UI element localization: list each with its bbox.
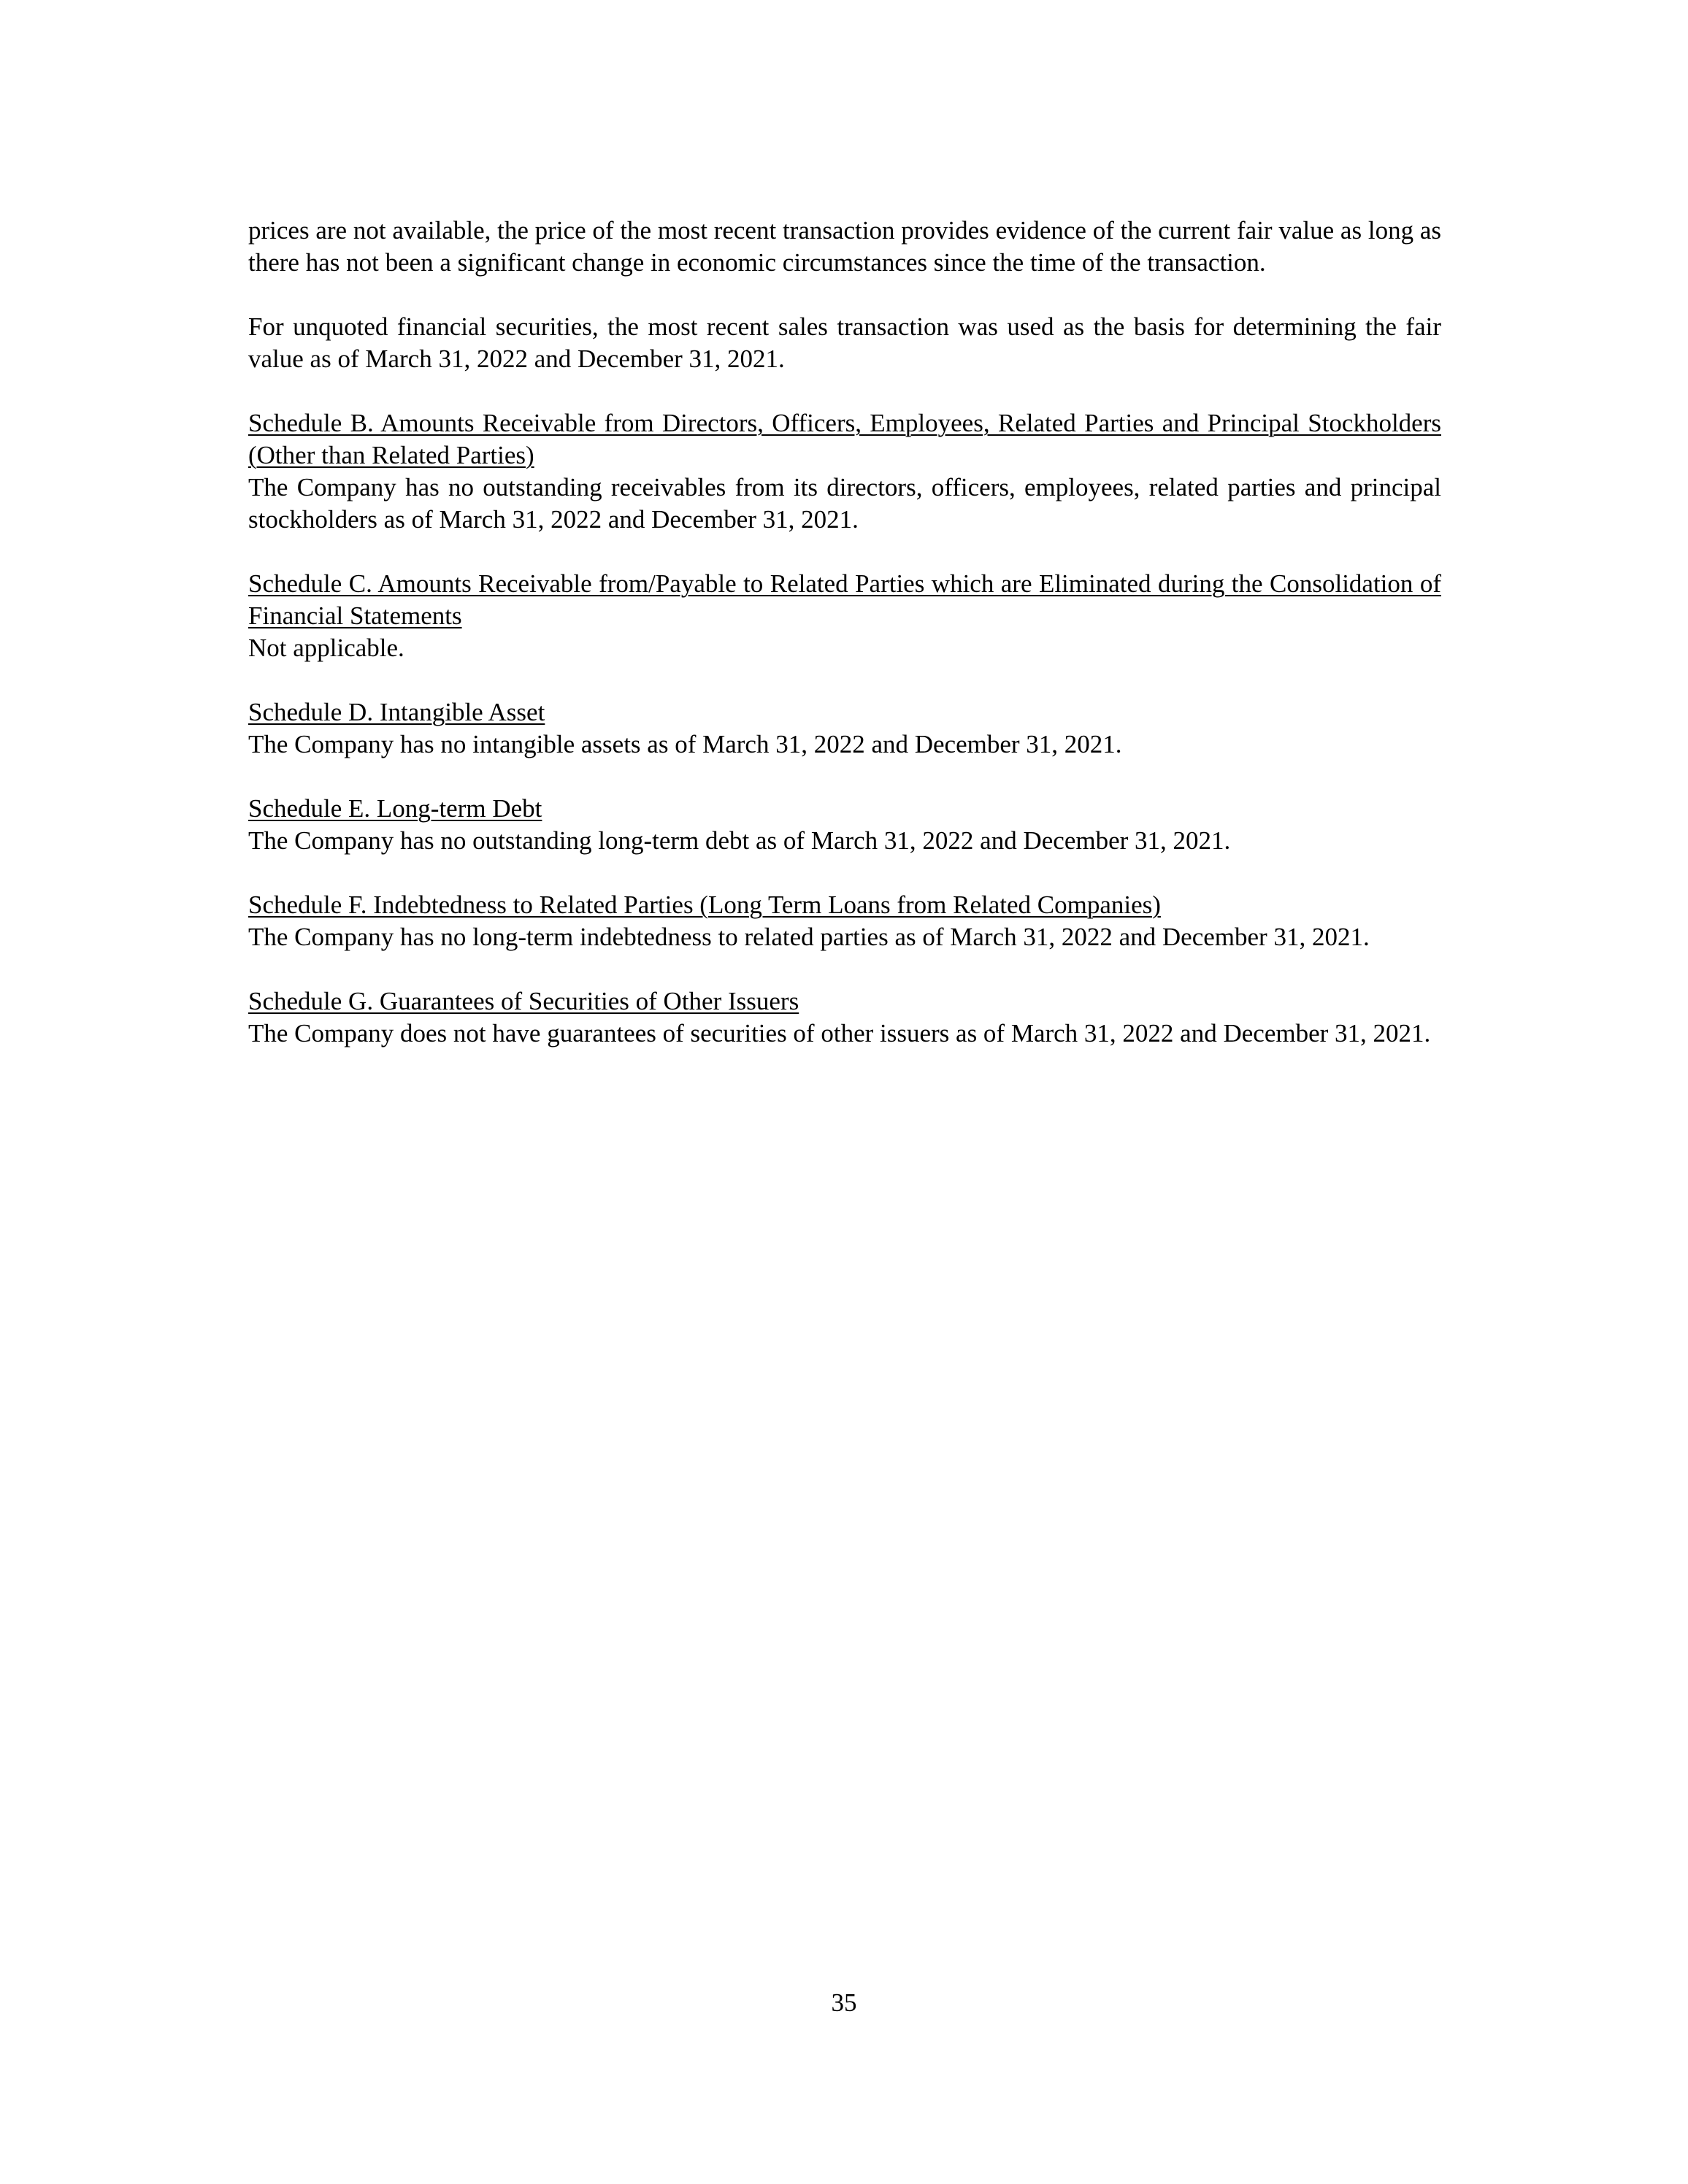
schedule-e-heading: Schedule E. Long-term Debt xyxy=(248,794,542,823)
schedule-g-heading: Schedule G. Guarantees of Securities of Other Issuers xyxy=(248,987,799,1015)
paragraph-unquoted-securities: For unquoted financial securities, the most recent sales transaction was used as the basis for determining the fair value as of March 31, 2022 and December 31, 2021. xyxy=(248,312,1441,373)
schedule-f-section xyxy=(248,889,1441,953)
schedule-f-body: The Company has no long-term indebtedness to related parties as of March 31, 2022 and December 31, 2021. xyxy=(248,923,1370,951)
schedule-c-heading: Schedule C. Amounts Receivable from/Payable to Related Parties which are Eliminated during the Consolidation of Financial Statements xyxy=(248,569,1441,630)
page-number: 35 xyxy=(831,1988,857,2017)
schedule-d-section xyxy=(248,696,1441,761)
schedule-f-heading: Schedule F. Indebtedness to Related Parties (Long Term Loans from Related Companies) xyxy=(248,891,1161,919)
schedule-g-section xyxy=(248,985,1441,1050)
schedule-d-body: The Company has no intangible assets as of March 31, 2022 and December 31, 2021. xyxy=(248,730,1122,758)
paragraph-fair-value-continuation: prices are not available, the price of the most recent transaction provides evidence of the current fair value as long as there has not been a significant change in economic circumstances since the time of the transaction. xyxy=(248,216,1441,277)
schedule-b-section xyxy=(248,407,1441,536)
schedule-c-section xyxy=(248,568,1441,664)
schedule-b-body: The Company has no outstanding receivables from its directors, officers, employees, related parties and principal stockholders as of March 31, 2022 and December 31, 2021. xyxy=(248,473,1441,534)
page-content xyxy=(248,215,1441,1082)
schedule-e-body: The Company has no outstanding long-term debt as of March 31, 2022 and December 31, 2021. xyxy=(248,826,1231,855)
schedule-d-heading: Schedule D. Intangible Asset xyxy=(248,698,545,726)
schedule-g-body: The Company does not have guarantees of securities of other issuers as of March 31, 2022 and December 31, 2021. xyxy=(248,1019,1431,1047)
schedule-b-heading: Schedule B. Amounts Receivable from Directors, Officers, Employees, Related Parties and Principal Stockholders (Other than Related Parties) xyxy=(248,409,1441,469)
schedule-c-body: Not applicable. xyxy=(248,634,404,662)
schedule-e-section xyxy=(248,793,1441,857)
